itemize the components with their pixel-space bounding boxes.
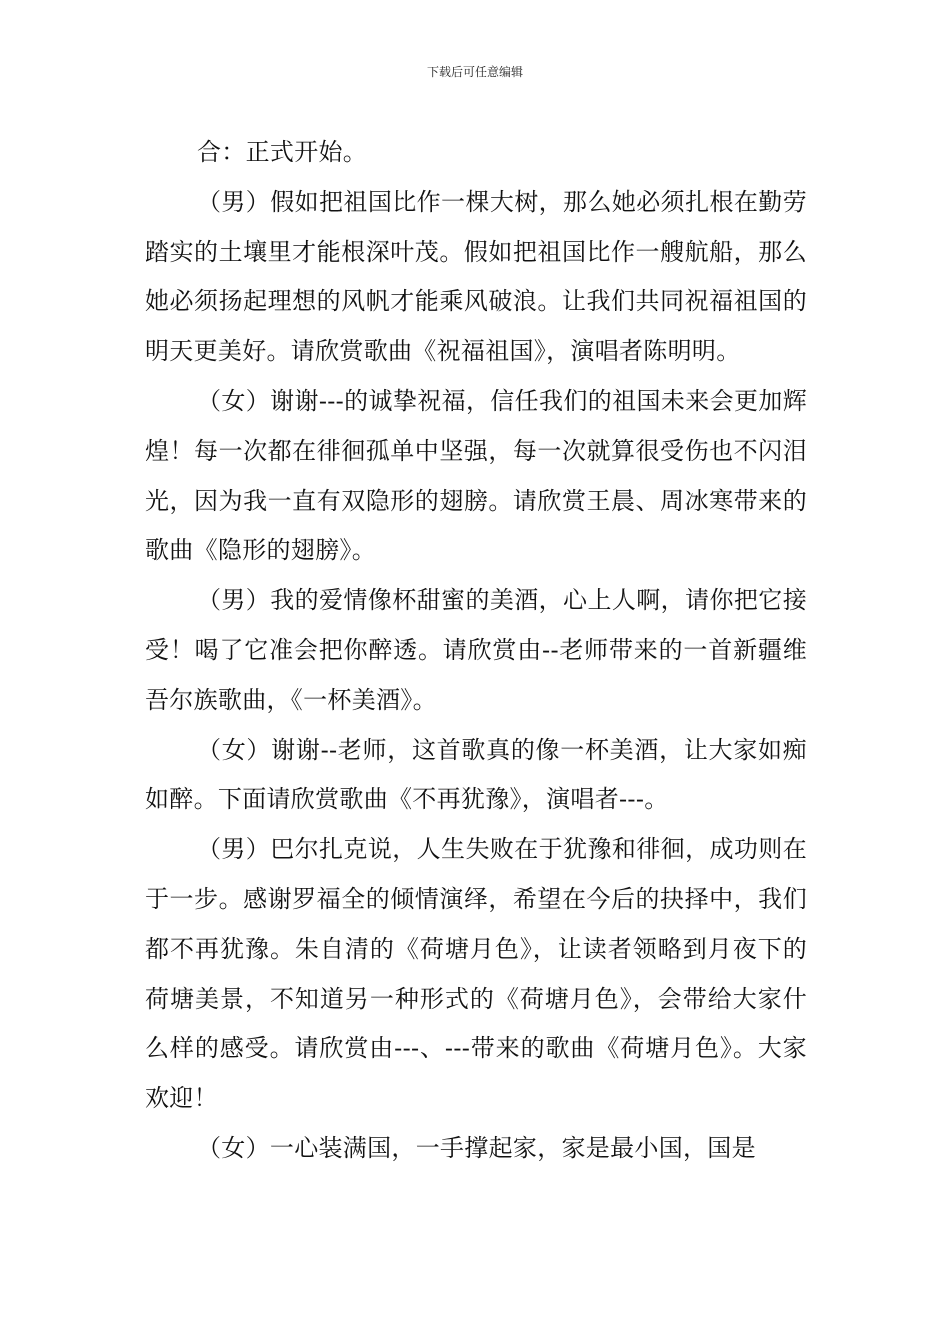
document-body <box>145 128 807 1174</box>
paragraph: （女）谢谢--老师，这首歌真的像一杯美酒，让大家如痴如醉。下面请欣赏歌曲《不再犹豫》，演唱者---。 <box>145 735 807 814</box>
paragraph: （女）一心装满国，一手撑起家，家是最小国，国是 <box>197 1133 756 1162</box>
page-header: 下载后可任意编辑 <box>426 65 523 79</box>
paragraph: （男）假如把祖国比作一棵大树，那么她必须扎根在勤劳踏实的土壤里才能根深叶茂。假如把祖国比作一艘航船，那么她必须扬起理想的风帆才能乘风破浪。让我们共同祝福祖国的明天更美好。请欣赏歌曲《祝福祖国》，演唱者陈明明。 <box>145 187 807 366</box>
paragraph: （女）谢谢---的诚挚祝福，信任我们的祖国未来会更加辉煌！每一次都在徘徊孤单中坚强，每一次就算很受伤也不闪泪光，因为我一直有双隐形的翅膀。请欣赏王晨、周冰寒带来的歌曲《隐形的翅膀》。 <box>145 386 807 565</box>
paragraph: （男）巴尔扎克说，人生失败在于犹豫和徘徊，成功则在于一步。感谢罗福全的倾情演绎，希望在今后的抉择中，我们都不再犹豫。朱自清的《荷塘月色》，让读者领略到月夜下的荷塘美景，不知道另一种形式的《荷塘月色》，会带给大家什么样的感受。请欣赏由---、---带来的歌曲《荷塘月色》。大家欢迎！ <box>145 835 807 1113</box>
paragraph: （男）我的爱情像杯甜蜜的美酒，心上人啊，请你把它接受！喝了它准会把你醉透。请欣赏由--老师带来的一首新疆维吾尔族歌曲，《一杯美酒》。 <box>145 586 807 714</box>
paragraph: 合：正式开始。 <box>197 138 368 166</box>
